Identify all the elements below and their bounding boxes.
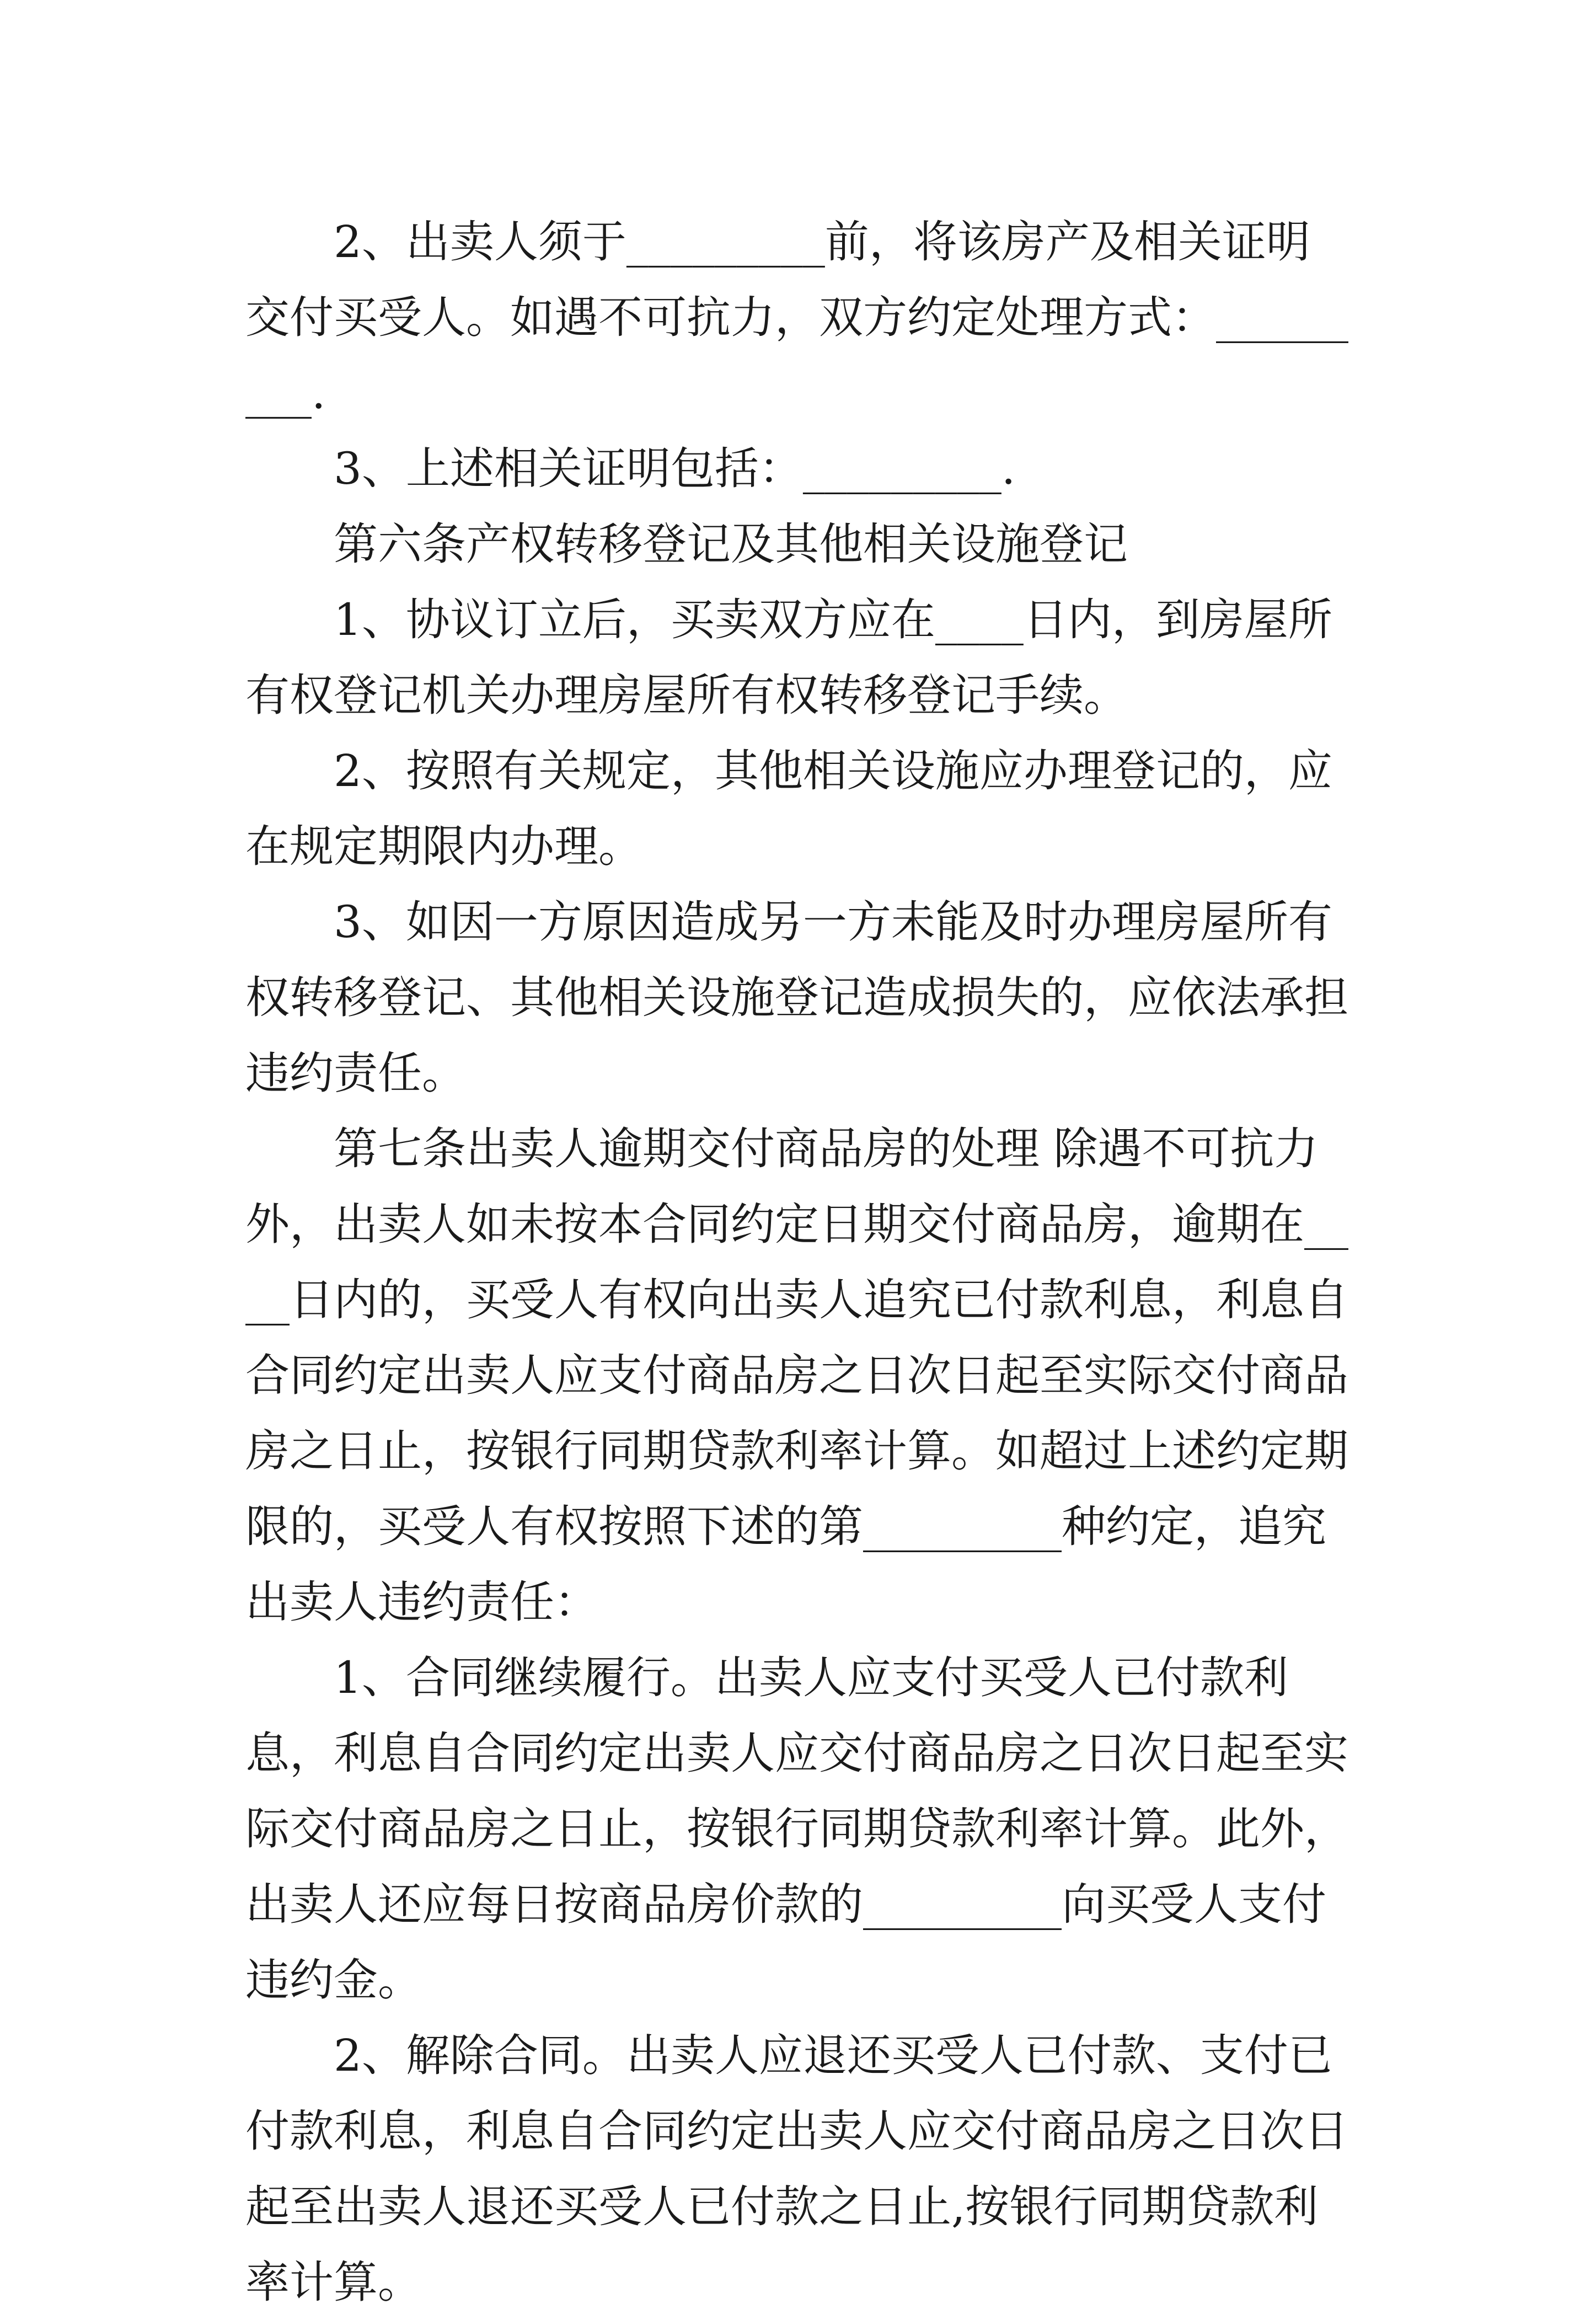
paragraph-delivery-deadline: 2、出卖人须于_________前，将该房产及相关证明交付买受人。如遇不可抗力，双方约定处理方式：_________.: [245, 216, 1348, 419]
paragraph-certificates: 3、上述相关证明包括：_________.: [334, 443, 1016, 494]
paragraph-liability: 3、如因一方原因造成另一方未能及时办理房屋所有权转移登记、其他相关设施登记造成损失的，应依法承担违约责任。: [245, 896, 1348, 1099]
paragraph-article-7: 第七条出卖人逾期交付商品房的处理 除遇不可抗力外，出卖人如未按本合同约定日期交付商品房，逾期在____日内的，买受人有权向出卖人追究已付款利息，利息自合同约定出卖人应支付商品房之日次日起至实际交付商品房之日止，按银行同期贷款利率计算。如超过上述约定期限的，买受人有权按照下述的第_________种约定，追究出卖人违约责任：: [245, 1123, 1348, 1628]
paragraph-continue-contract: 1、合同继续履行。出卖人应支付买受人已付款利息，利息自合同约定出卖人应交付商品房之日次日起至实际交付商品房之日止，按银行同期贷款利率计算。此外，出卖人还应每日按商品房价款的_________向买受人支付违约金。: [245, 1652, 1348, 2006]
paragraph-registration-days: 1、协议订立后，买卖双方应在____日内，到房屋所有权登记机关办理房屋所有权转移登记手续。: [245, 594, 1332, 721]
document-page: [245, 204, 1354, 2320]
paragraph-other-facilities: 2、按照有关规定，其他相关设施应办理登记的，应在规定期限内办理。: [245, 745, 1332, 872]
paragraph-terminate-contract: 2、解除合同。出卖人应退还买受人已付款、支付已付款利息，利息自合同约定出卖人应交付商品房之日次日起至出卖人退还买受人已付款之日止,按银行同期贷款利率计算。: [245, 2030, 1348, 2308]
heading-article-6: 第六条产权转移登记及其他相关设施登记: [334, 518, 1128, 570]
